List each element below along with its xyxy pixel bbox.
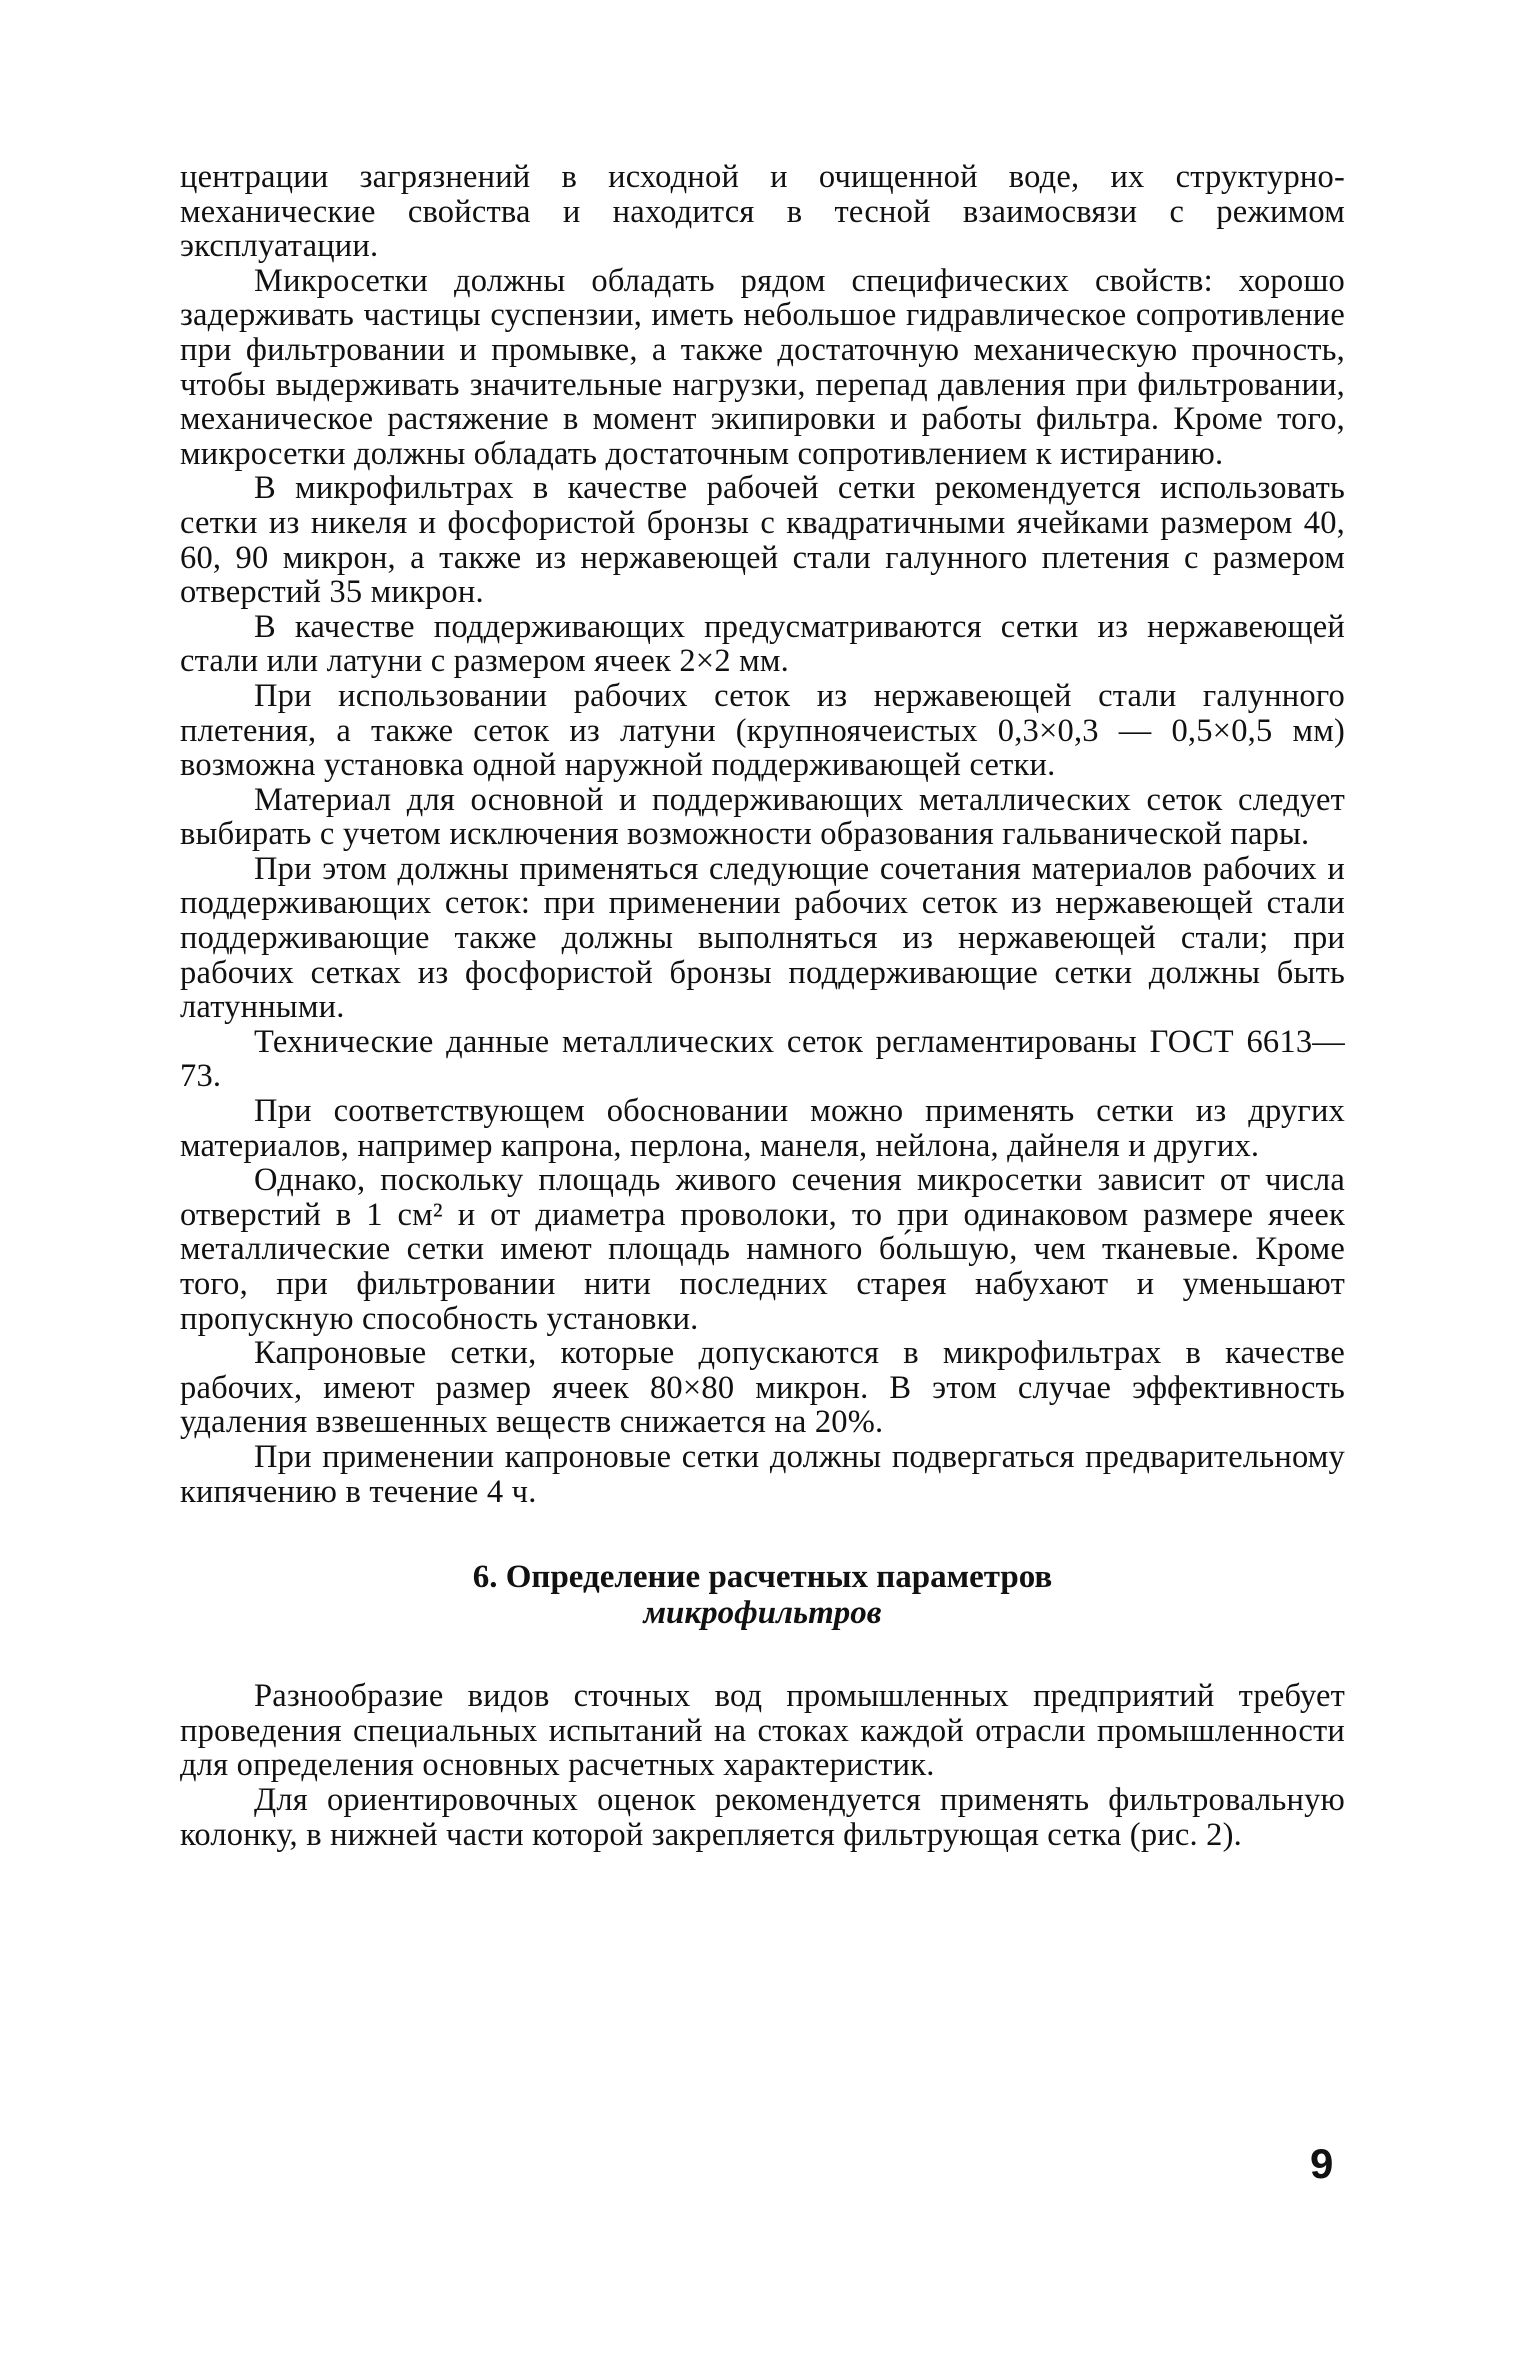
paragraph-6: Материал для основной и поддерживающих металлических сеток следует выбирать с учетом исключения возможности образования гальванической пары. <box>180 781 1345 853</box>
paragraph-5: При использовании рабочих сеток из нержавеющей стали галунного плетения, а также сеток из латуни (крупноячеистых 0,3×0,3 — 0,5×0,5 мм) возможна установка одной наружной поддерживающей сетки. <box>180 677 1345 784</box>
paragraph-12: При применении капроновые сетки должны подвергаться предварительному кипячению в течение 4 ч. <box>180 1438 1345 1510</box>
paragraph-7: При этом должны применяться следующие сочетания материалов рабочих и поддерживающих сеток: при применении рабочих сеток из нержавеющей стали поддерживающие также должны выполняться из нержавеющей стали; при рабочих сетках из фосфористой бронзы поддерживающие сетки должны быть латунными. <box>180 850 1345 1026</box>
section-title-line1: 6. Определение расчетных параметров <box>472 1559 1053 1596</box>
paragraph-8: Технические данные металлических сеток регламентированы ГОСТ 6613—73. <box>180 1023 1345 1095</box>
paragraph-13: Разнообразие видов сточных вод промышленных предприятий требует проведения специальных испытаний на стоках каждой отрасли промышленности для определения основных расчетных характеристик. <box>180 1678 1345 1784</box>
paragraph-14: Для ориентировочных оценок рекомендуется применять фильтровальную колонку, в нижней части которой закрепляется фильтрующая сетка (рис. 2). <box>180 1781 1345 1853</box>
paragraph-11: Капроновые сетки, которые допускаются в микрофильтрах в качестве рабочих, имеют размер ячеек 80×80 микрон. В этом случае эффективность удаления взвешенных веществ снижается на 20%. <box>180 1335 1345 1441</box>
page-number: 9 <box>1310 2140 1334 2187</box>
paragraph-2: Микросетки должны обладать рядом специфических свойств: хорошо задерживать частицы суспензии, иметь небольшое гидравлическое сопротивление при фильтровании и промывке, а также достаточную механическую прочность, чтобы выдерживать значительные нагрузки, перепад давления при фильтровании, механическое растяжение в момент экипировки и работы фильтра. Кроме того, микросетки должны обладать достаточным сопротивлением к истиранию. <box>180 262 1345 472</box>
section-heading <box>180 1559 1345 1631</box>
paragraph-3: В микрофильтрах в качестве рабочей сетки рекомендуется использовать сетки из никеля и фосфористой бронзы с квадратичными ячейками размером 40, 60, 90 микрон, а также из нержавеющей стали галунного плетения с размером отверстий 35 микрон. <box>180 470 1345 611</box>
page-body <box>180 160 1345 1852</box>
paragraph-9: При соответствующем обосновании можно применять сетки из других материалов, например капрона, перлона, манеля, нейлона, дайнеля и других. <box>180 1093 1345 1164</box>
section-title-line2: микрофильтров <box>643 1595 882 1632</box>
paragraph-10: Однако, поскольку площадь живого сечения микросетки зависит от числа отверстий в 1 см² и от диаметра проволоки, то при одинаковом размере ячеек металлические сетки имеют площадь намного бо́льшую, чем тканевые. Кроме того, при фильтровании нити последних старея набухают и уменьшают пропускную способность установки. <box>180 1162 1345 1337</box>
paragraph-1: центрации загрязнений в исходной и очищенной воде, их структурно-механические свойства и находится в тесной взаимосвязи с режимом эксплуатации. <box>180 159 1345 265</box>
paragraph-4: В качестве поддерживающих предусматриваются сетки из нержавеющей стали или латуни с размером ячеек 2×2 мм. <box>180 608 1345 680</box>
